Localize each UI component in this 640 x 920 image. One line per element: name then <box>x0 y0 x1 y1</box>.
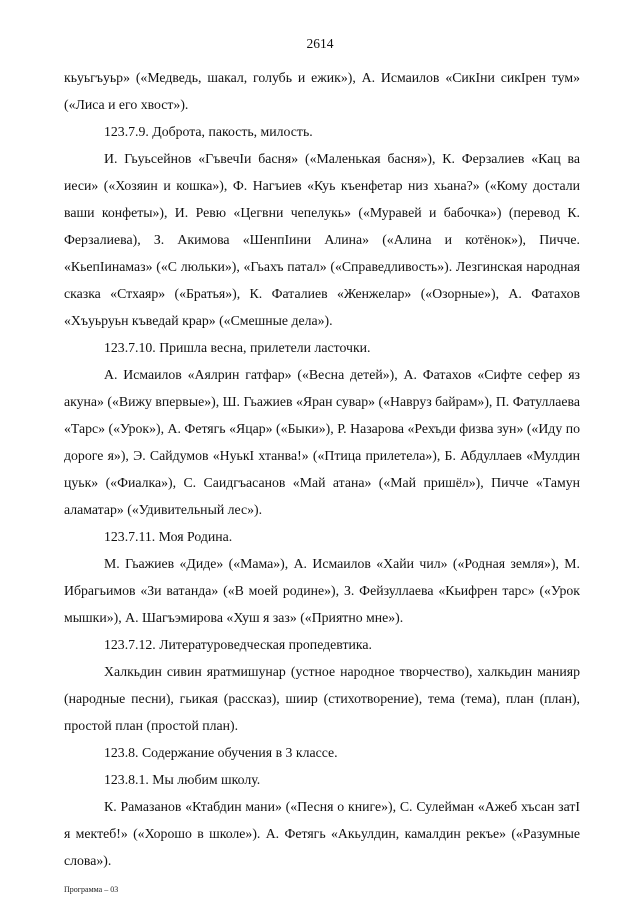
paragraph: И. Гьуьсейнов «ГъвечIи басня» («Маленькая басня»), К. Ферзалиев «Кац ва иеси» («Хозяин и кошка»), Ф. Нагъиев «Куь къенфетар низ хьана?» («Кому достали ваши конфеты»), И. Ревю «Цегвни чепелукь» («Муравей и бабочка») (перевод К. Ферзалиева), З. Акимова «ШенпIини Алина» («Алина и котёнок»), Пичче. «КьепIинамаз» («С люльки»), «Гьахъ патал» («Справедливость»). Лезгинская народная сказка «Стхаяр» («Братья»), К. Фаталиев «Женжелар» («Озорные»), А. Фатахов «Хъуьруьн къведай крар» («Смешные дела»). <box>64 151 580 328</box>
page-number: 2614 <box>306 36 334 51</box>
section-heading: 123.7.10. Пришла весна, прилетели ласточки. <box>104 340 371 355</box>
section-heading: 123.7.11. Моя Родина. <box>104 529 233 544</box>
paragraph: кьуьгъуьр» («Медведь, шакал, голубь и ежик»), А. Исмаилов «СикIни сикIрен тум» («Лиса и его хвост»). <box>64 70 580 112</box>
paragraph: М. Гьажиев «Диде» («Мама»), А. Исмаилов «Хайи чил» («Родная земля»), М. Ибрагьимов «Зи ватанда» («В моей родине»), З. Фейзуллаева «Кьифрен тарс» («Урок мышки»), А. Шагъэмирова «Хуш я заз» («Приятно мне»). <box>64 556 580 625</box>
section-heading: 123.8. Содержание обучения в 3 классе. <box>104 745 338 760</box>
paragraph: Халкьдин сивин яратмишунар (устное народное творчество), халкьдин манияр (народные песни), гьикая (рассказ), шиир (стихотворение), тема (тема), план (план), простой план (простой план). <box>64 664 580 733</box>
section-heading: 123.7.9. Доброта, пакость, милость. <box>104 124 313 139</box>
section-heading: 123.8.1. Мы любим школу. <box>104 772 261 787</box>
section-heading: 123.7.12. Литературоведческая пропедевтика. <box>104 637 372 652</box>
paragraph: К. Рамазанов «Ктабдин мани» («Песня о книге»), С. Сулейман «Ажеб хъсан затI я мектеб!» («Хорошо в школе»). А. Фетягь «Акьулдин, камалдин рекъе» («Разумные слова»). <box>64 799 580 868</box>
footer-program-label: Программа – 03 <box>64 885 119 894</box>
paragraph: А. Исмаилов «Аялрин гатфар» («Весна детей»), А. Фатахов «Сифте сефер яз акуна» («Вижу впервые»), Ш. Гьажиев «Яран сувар» («Навруз байрам»), П. Фатуллаева «Тарс» («Урок»), А. Фетягь «Яцар» («Быки»), Р. Назарова «Рехъди физва зун» («Иду по дороге я»), Э. Сайдумов «НуькI хтанва!» («Птица прилетела»), Б. Абдуллаев «Мулдин цуьк» («Фиалка»), С. Саидгъасанов «Май атана» («Май пришёл»), Пичче «Тамун аламатар» («Удивительный лес»). <box>64 367 580 517</box>
body-text <box>64 64 580 874</box>
